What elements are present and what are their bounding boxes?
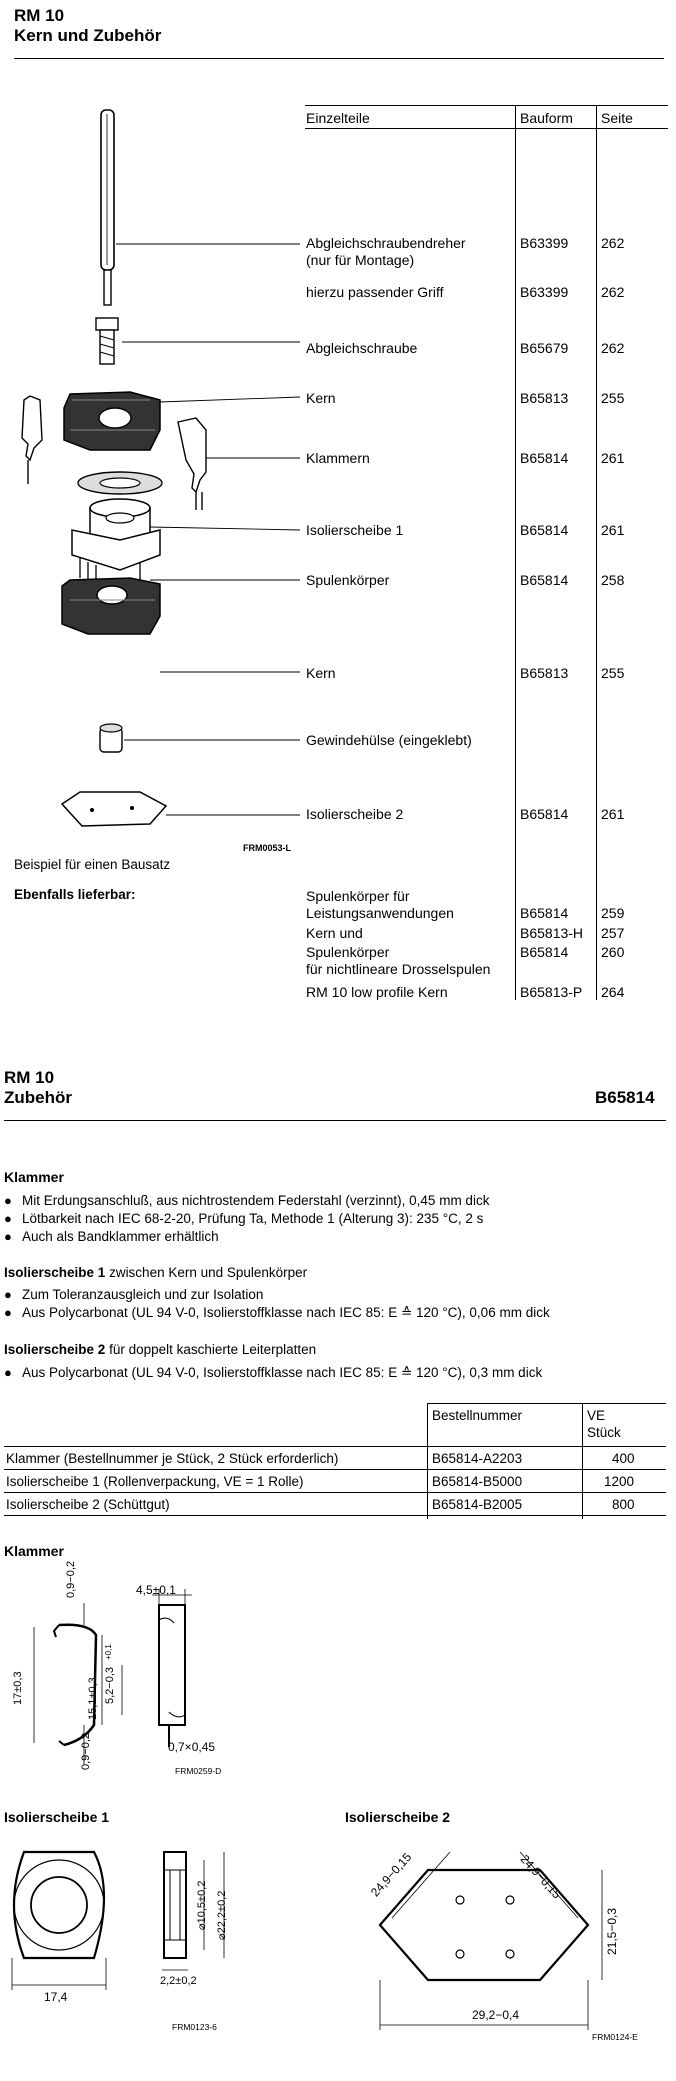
- part-name: hierzu passender Griff: [306, 284, 444, 300]
- order-row-desc: Isolierscheibe 2 (Schüttgut): [6, 1497, 170, 1512]
- also-type: B65813-H: [520, 925, 584, 941]
- exploded-assembly-drawing: [0, 100, 310, 860]
- iso2-dim-c: 21,5−0,3: [605, 1907, 619, 1955]
- order-header-ve-unit: Stück: [587, 1425, 621, 1440]
- fig-iso2-heading: Isolierscheibe 2: [345, 1809, 451, 1825]
- part-name: Abgleichschraubendreher: [306, 235, 466, 251]
- klammer-dim-top: 4,5±0,1: [136, 1583, 176, 1597]
- also-name-note: für nichtlineare Drosselspulen: [306, 961, 491, 977]
- also-name: Spulenkörper für: [306, 888, 410, 904]
- iso2-dim-b: 24,9−0,15: [517, 1852, 564, 1902]
- part-name: Klammern: [306, 450, 370, 466]
- klammer-code: FRM0259-D: [175, 1766, 222, 1776]
- iso1-intro: [4, 1264, 307, 1281]
- page1-header-rule: [14, 58, 664, 59]
- order-header-ve: VE: [587, 1408, 606, 1423]
- iso2-bullet: ● Aus Polycarbonat (UL 94 V-0, Isolierstoffklasse nach IEC 85: E ≙ 120 °C), 0,3 mm dick: [4, 1364, 542, 1381]
- order-table-divider-1: [427, 1403, 428, 1519]
- order-row-ve: 800: [612, 1497, 635, 1512]
- parts-table-divider-2: [596, 105, 597, 1000]
- iso1-bullet: ● Zum Toleranzausgleich und zur Isolation: [4, 1286, 263, 1303]
- klammer-bullet: ● Mit Erdungsanschluß, aus nichtrostendem Federstahl (verzinnt), 0,45 mm dick: [4, 1192, 489, 1209]
- klammer-bullet: ● Lötbarkeit nach IEC 68-2-20, Prüfung Ta, Methode 1 (Alterung 3): 235 °C, 2 s: [4, 1210, 483, 1227]
- iso2-code: FRM0124-E: [592, 2032, 638, 2042]
- iso1-dim-d1: ⌀10,5±0,2: [196, 1880, 208, 1930]
- order-table-divider-2: [582, 1403, 583, 1519]
- page2-subtitle: Zubehör: [4, 1088, 72, 1107]
- part-page: 255: [601, 390, 625, 406]
- iso2-intro-text: für doppelt kaschierte Leiterplatten: [105, 1342, 317, 1357]
- also-type: B65814: [520, 905, 569, 921]
- iso2-dim-a: 24,9−0,15: [368, 1850, 415, 1900]
- iso2-intro-heading: Isolierscheibe 2: [4, 1342, 106, 1357]
- fig-iso1-heading: Isolierscheibe 1: [4, 1809, 110, 1825]
- iso1-intro-heading: Isolierscheibe 1: [4, 1265, 106, 1280]
- part-page: 255: [601, 665, 625, 681]
- page1-title: RM 10: [14, 6, 65, 25]
- klammer-dim-a: 0,9−0,2: [65, 1560, 77, 1598]
- part-name: Isolierscheibe 1: [306, 522, 404, 538]
- klammer-dim-c: 15,1±0,3: [87, 1677, 99, 1720]
- klammer-dim-d: 5,2−0,3: [104, 1666, 116, 1704]
- parts-table-rule-top: [305, 105, 668, 106]
- klammer-bullet: ● Auch als Bandklammer erhältlich: [4, 1228, 219, 1245]
- klammer-heading: Klammer: [4, 1169, 64, 1185]
- order-row-number: B65814-B2005: [432, 1497, 523, 1512]
- col-einzelteile: Einzelteile: [306, 110, 370, 126]
- page1-subtitle: Kern und Zubehör: [14, 26, 162, 45]
- part-type: B65813: [520, 665, 569, 681]
- part-name: Spulenkörper: [306, 572, 390, 588]
- iso1-dim-d2: ⌀22,2±0,2: [216, 1890, 228, 1940]
- also-type: B65813-P: [520, 984, 583, 1000]
- part-page: 258: [601, 572, 625, 588]
- order-row-ve: 1200: [604, 1474, 635, 1489]
- order-row-number: B65814-B5000: [432, 1474, 523, 1489]
- klammer-drawing: [4, 1565, 264, 1780]
- part-page: 262: [601, 235, 625, 251]
- page2-header-rule: [4, 1120, 666, 1121]
- part-name: Abgleichschraube: [306, 340, 418, 356]
- iso1-dim-w: 17,4: [44, 1990, 68, 2004]
- fig-klammer-heading: Klammer: [4, 1543, 64, 1559]
- order-row-desc: Klammer (Bestellnummer je Stück, 2 Stück erforderlich): [6, 1451, 339, 1466]
- also-name: RM 10 low profile Kern: [306, 984, 448, 1000]
- part-name: Isolierscheibe 2: [306, 806, 404, 822]
- also-page: 260: [601, 944, 625, 960]
- klammer-dim-d-tol: +0,1: [104, 1644, 113, 1660]
- also-available-label: Ebenfalls lieferbar:: [14, 887, 136, 902]
- klammer-dim-f: 0,7×0,45: [168, 1740, 216, 1754]
- parts-table-rule-header: [305, 128, 668, 129]
- also-page: 257: [601, 925, 625, 941]
- part-name: Kern: [306, 390, 336, 406]
- iso1-code: FRM0123-6: [172, 2022, 217, 2032]
- iso1-dim-t: 2,2±0,2: [160, 1975, 197, 1987]
- order-row-rule: [4, 1492, 666, 1493]
- drawing-code: FRM0053-L: [243, 843, 292, 853]
- page2-part-number: B65814: [595, 1088, 655, 1107]
- parts-table-divider-1: [515, 105, 516, 1000]
- also-name: Kern und: [306, 925, 363, 941]
- also-name-note: Leistungsanwendungen: [306, 905, 454, 921]
- part-page: 261: [601, 450, 625, 466]
- order-table-rule-top: [428, 1403, 666, 1404]
- order-row-ve: 400: [612, 1451, 635, 1466]
- iso1-bullet: ● Aus Polycarbonat (UL 94 V-0, Isolierstoffklasse nach IEC 85: E ≙ 120 °C), 0,06 mm dick: [4, 1304, 550, 1321]
- part-type: B65813: [520, 390, 569, 406]
- part-type: B65814: [520, 572, 569, 588]
- also-name: Spulenkörper: [306, 944, 390, 960]
- part-type: B63399: [520, 284, 569, 300]
- part-type: B65814: [520, 450, 569, 466]
- part-page: 262: [601, 340, 625, 356]
- part-type: B63399: [520, 235, 569, 251]
- order-row-rule: [4, 1515, 666, 1516]
- example-caption: Beispiel für einen Bausatz: [14, 857, 171, 872]
- part-page: 262: [601, 284, 625, 300]
- order-header-order: Bestellnummer: [432, 1408, 523, 1423]
- col-bauform: Bauform: [520, 110, 573, 126]
- part-name: Kern: [306, 665, 336, 681]
- order-row-number: B65814-A2203: [432, 1451, 523, 1466]
- part-page: 261: [601, 522, 625, 538]
- order-row-desc: Isolierscheibe 1 (Rollenverpackung, VE = 1 Rolle): [6, 1474, 304, 1489]
- col-seite: Seite: [601, 110, 633, 126]
- part-type: B65814: [520, 522, 569, 538]
- order-row-rule: [4, 1469, 666, 1470]
- klammer-dim-e: 0,9−0,2: [80, 1732, 92, 1770]
- page2-title: RM 10: [4, 1068, 55, 1087]
- part-type: B65814: [520, 806, 569, 822]
- also-page: 259: [601, 905, 625, 921]
- iso2-dim-d: 29,2−0,4: [472, 2008, 520, 2022]
- iso1-intro-text: zwischen Kern und Spulenkörper: [105, 1265, 308, 1280]
- part-name: Gewindehülse (eingeklebt): [306, 732, 472, 748]
- part-type: B65679: [520, 340, 569, 356]
- part-name-note: (nur für Montage): [306, 252, 415, 268]
- also-page: 264: [601, 984, 625, 1000]
- iso2-intro: [4, 1341, 316, 1358]
- part-page: 261: [601, 806, 625, 822]
- klammer-dim-b: 17±0,3: [12, 1671, 24, 1705]
- order-row-rule: [4, 1446, 666, 1447]
- also-type: B65814: [520, 944, 569, 960]
